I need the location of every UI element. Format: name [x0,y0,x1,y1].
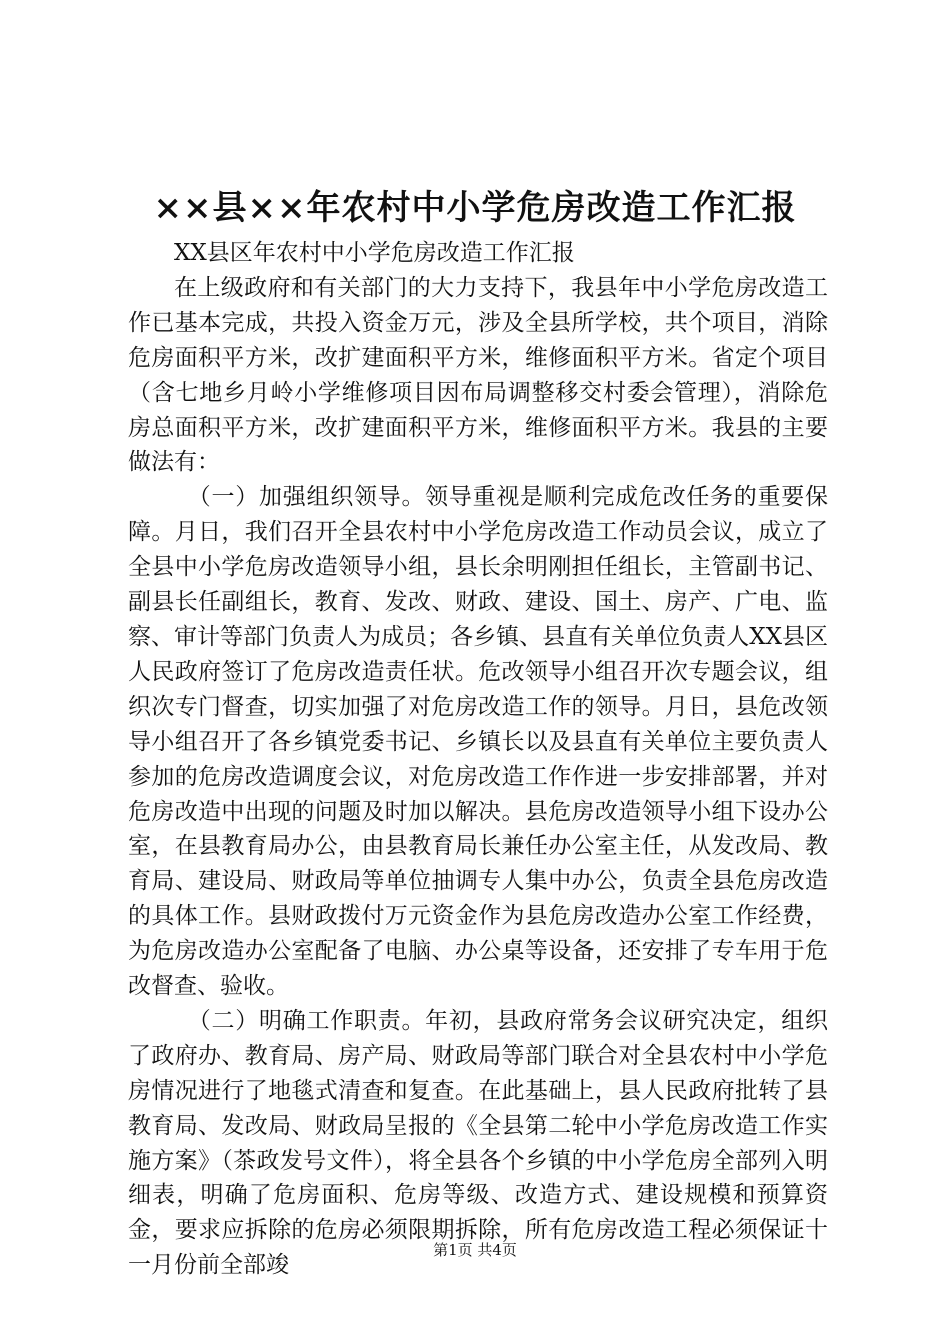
paragraph-intro: 在上级政府和有关部门的大力支持下，我县年中小学危房改造工作已基本完成，共投入资金万元，涉及全县所学校，共个项目，消除危房面积平方米，改扩建面积平方米，维修面积平方米。省定个项目（含七地乡月岭小学维修项目因布局调整移交村委会管理），消除危房总面积平方米，改扩建面积平方米，维修面积平方米。我县的主要做法有： [128,274,828,476]
document-body [128,236,828,1283]
paragraph-section-2: （二）明确工作职责。年初，县政府常务会议研究决定，组织了政府办、教育局、房产局、财政局等部门联合对全县农村中小学危房情况进行了地毯式清查和复查。在此基础上，县人民政府批转了县教育局、发改局、财政局呈报的《全县第二轮中小学危房改造工作实施方案》（茶政发号文件），将全县各个乡镇的中小学危房全部列入明细表，明确了危房面积、危房等级、改造方式、建设规模和预算资金，要求应拆除的危房必须限期拆除，所有危房改造工程必须保证十一月份前全部竣 [128,1007,828,1279]
page-footer: 第1页 共4页 [433,1241,517,1259]
document-title: ××县××年农村中小学危房改造工作汇报 [153,188,797,228]
document-subtitle: XX县区年农村中小学危房改造工作汇报 [174,240,575,266]
paragraph-section-1: （一）加强组织领导。领导重视是顺利完成危改任务的重要保障。月日，我们召开全县农村中小学危房改造工作动员会议，成立了全县中小学危房改造领导小组，县长余明刚担任组长，主管副书记、副县长任副组长，教育、发改、财政、建设、国土、房产、广电、监察、审计等部门负责人为成员；各乡镇、县直有关单位负责人XX县区人民政府签订了危房改造责任状。危改领导小组召开次专题会议，组织次专门督查，切实加强了对危房改造工作的领导。月日，县危改领导小组召开了各乡镇党委书记、乡镇长以及县直有关单位主要负责人参加的危房改造调度会议，对危房改造工作作进一步安排部署，并对危房改造中出现的问题及时加以解决。县危房改造领导小组下设办公室，在县教育局办公，由县教育局长兼任办公室主任，从发改局、教育局、建设局、财政局等单位抽调专人集中办公，负责全县危房改造的具体工作。县财政拨付万元资金作为县危房改造办公室工作经费，为危房改造办公室配备了电脑、办公桌等设备，还安排了专车用于危改督查、验收。 [128,484,828,1000]
